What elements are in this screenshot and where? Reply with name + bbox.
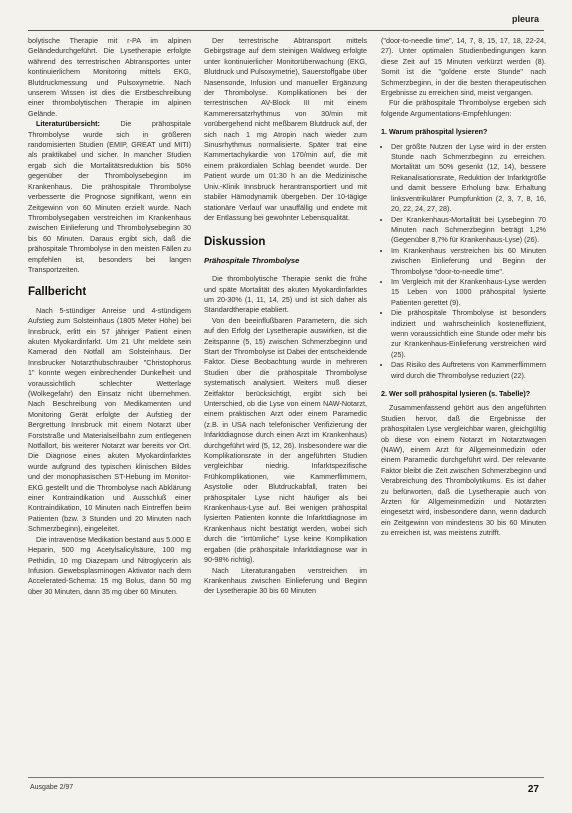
question-title-1: 1. Warum prähospital lysieren? [381,127,488,137]
paragraph: Nach Literaturangaben verstreichen im Krankenhaus zwischen Einlieferung und Beginn der Lysetherapie 30 bis 60 Minuten [204,565,367,596]
paragraph: Zusammenfassend gehört aus den angeführten Studien hervor, daß die Ergebnisse der prähospitalen Lyse vergleichbar waren, gleichgültig ob diese von einem Notarzt im Notarztwagen (NAW), einem Arzt für Allgemeinmedizin oder einem Paramedic durchgeführt wird. Der relevante Faktor bleibt die Zeit zwischen Schmerzbeginn und Verabreichung des Thrombolytikums. Es ist daher zu befürworten, daß die Lysetherapie auch von Ärzten für Allgemeinmedizin und Notärzten eingesetzt wird, insbesondere dann, wenn dadurch ein Zeitgewinn von mindestens 30 bis 60 Minuten zu erreichen ist, was meistens zutrifft. [381,403,546,538]
paragraph: Für die prähospitale Thrombolyse ergeben sich folgende Argumentations-Empfehlungen: [381,98,546,118]
page-number: 27 [527,784,539,795]
journal-section-tag: pleura [511,14,539,24]
paragraph: Nach 5-stündiger Anreise und 4-stündigem Aufstieg zum Solsteinhaus (1805 Meter Höhe) bei Innsbruck, erlitt ein 57 jähriger Patient einen akuten Myokardinfarkt. Um 21 Uhr meldete sein Kamerad den Notfall am Solsteinhaus. Der Innsbrucker Notarzthubschrauber "Christophorus 1" konnte wegen einbrechender Dunkelheit und voraussichtlich schlechter Wetterlage (Wolkegefahr) den Einsatz nicht übernehmen. Nach Beschreibung von Medikamenten und Monitoring Gerät erfolgte der Aufstieg der Bergrettung Innsbruck mit einem Notarzt über Forststraße und Materialseilbahn zum entlegenen Notfallort, bis weiterer Notarzt war bereits vor Ort. Die Diagnose eines akuten Myokardinfarktes wurde aufgrund des typischen klinischen Bildes und der monophasischen ST-Hebung im Monitor-EKG gestellt und die Thrombolyse nach Abklärung einer Kontraindikation und Ausschluß einer Kontraindikation, 10 Minuten nach Eintreffen beim Patienten (bzw. 3 Stunden und 20 Minuten nach Schmerzbeginn), eingeleitet. [28,305,191,534]
list-item: • Die prähospitale Thrombolyse ist besonders indiziert und wahrscheinlich kosteneffizient, wenn voraussichtlich eine Stunde oder mehr bis zur Krankenhaus-Einlieferung verstreichen wird (25). [391,308,546,360]
header-rule [28,30,544,31]
bullet-list [381,142,546,381]
paragraph: Von den beeinflußbaren Parametern, die sich auf den Erfolg der Lysetherapie auswirken, ist die Zeitspanne (5, 15) zwischen Schmerzbeginn und Start der Thrombolyse ist Dabei der entscheidende Faktor. Diese Beobachtung wurde in mehreren Studien über die prähospitale Thrombolyse systematisch analysiert. Weiters muß dieser Zeitfaktor berücksichtigt, ergibt sich bei Unterschied, ob die Lyse von einem NAW-Notarzt, einem praktischen Arzt oder einem Paramedic (z.B. in USA nach telefonischer Verifizierung der Infarktdiagnose durch einen Arzt im Krankenhaus) durchgeführt wird (5, 12, 26). Insbesondere war die Komplikationsrate in der angeführten Studien vergleichbar niedrig. Infarktspezifische Frühkomplikationen, wie Kammerflimmern, Asystolie oder Blutdruckabfall, traten bei prähospitaler Lyse nicht häufiger als bei Krankenhaus-Lyse auf. Bei wenigen prähospital lysierten Patienten konnte die Infarktdiagnose im Krankenhaus nicht bestätigt werden, wobei sich durch die "irrtümliche" Lyse keine Komplikation ergaben (die prähospitale Infarktdiagnose war in 90-98% richtig). [204,315,368,565]
literature-text: Die prähospitale Thrombolyse wurde sich in größeren randomisierten Studien (EMIP, GREAT und MITI) als praktikabel und sicher. In mancher Studien ergab sich die Mortalitätsreduktion bis 50% gegenüber der Thrombolysebeginn im Krankenhaus. Die prähospitale Thrombolyse verbesserte die Prognose signifikant, wenn ein Zeitgewinn von 60 Minuten erzielt wurde. Nach Thrombolysegaben verstreichen im Krankenhaus zwischen Einlieferung und Thrombolysebeginn 30 bis 60 Minuten. Daraus ergibt sich, daß die prähospitale Thrombolyse in den meisten Fällen zu empfehlen ist, besonders bei langen Transportzeiten. [28,119,191,274]
list-item: • Im Vergleich mit der Krankenhaus-Lyse werden 15 Leben von 1000 prähospital lysierte Patienten gerettet (9). [391,277,546,308]
list-item: • Im Krankenhaus verstreichen bis 60 Minuten zwischen Einlieferung und Beginn der Thrombolyse "door-to-needle time". [391,246,546,277]
footer-rule [28,777,544,778]
issue-label: Ausgabe 2/97 [30,784,74,791]
list-item: • Das Risiko des Auftretens von Kammerflimmern wird durch die Thrombolyse reduziert (22). [391,360,546,381]
literature-label: Literaturübersicht: [36,119,100,129]
list-item: • Der Krankenhaus-Mortalität bei Lysebeginn 70 Minuten nach Schmerzbeginn beträgt 1,2% (Gegenüber 8,7% für Krankenhaus-Lyse) (26). [391,215,546,246]
paragraph: Die thrombolytische Therapie senkt die frühe und späte Mortalität des akuten Myokardinfarktes um 20-30% (1, 11, 14, 25) und ist sich daher als Standardtherapie etabliert. [204,274,367,315]
section-title-diskussion: Diskussion [204,236,266,249]
question-title-2: 2. Wer soll prähospital lysieren (s. Tabelle)? [381,389,531,398]
paragraph: Der terrestrische Abtransport mittels Gebirgstrage auf dem steinigen Waldweg erfolgte unter kontinuierlicher Monitorüberwachung (EKG, Blutdruck und Pulsoxymetrie), Sauerstoffgabe über Nasensonde, Infusion und manueller Ergänzung der Thrombolyse. Komplikationen bei der terrestrischen AV-Block III mit einem Kammerersatzrhythmus von 30/min mit vorübergehend nicht meßbarem Blutdruck auf, der sich nach 1 mg Atropin nach wieder zum Sinusrhythmus normalisierte. Später trat eine Kammertachykardie von 170/min auf, die mit einem präkordialen Schlag beendet wurde. Der Patient wurde um 01:30 h an die Medizinische Univ.-Klinik Innsbruck herantransportiert und mit stabiler Hämodynamik übergeben. Der 10-tägige stationäre Verlauf war unauffällig und endete mit der Entlassung bei gewohnter Lebensqualität. [204,36,367,222]
column-2 [204,36,367,597]
paragraph: ("door-to-needle time", 14, 7, 8, 15, 17, 18, 22-24, 27). Unter optimalen Studienbedingungen kann diese Zeit auf 15 Minuten verkürzt werden (8). Somit ist die "goldene erste Stunde" nach Schmerzbeginn, in der die besten therapeutischen Ergebnisse zu erreichen sind, meist vergangen. [381,36,546,98]
paragraph: Die intravenöse Medikation bestand aus 5.000 E Heparin, 500 mg Acetylsalicylsäure, 100 mg Pethidin, 10 mg Diazepam und Nitroglycerin als Infusion. Gewebsplasminogen Aktivator nach dem Accelerated-Schema: 15 mg Bolus, dann 50 mg über 30 Minuten, dann 35 mg über 60 Minuten. [28,534,191,596]
subsection-title: Prähospitale Thrombolyse [204,255,300,265]
paragraph-literature [28,119,191,275]
section-title-fallbericht: Fallbericht [28,286,87,299]
paragraph: bolytische Therapie mit r-PA im alpinen Geländedurchgeführt. Die Lysetherapie erfolgte während des terrestrischen Abtransportes unter kontinuierlichem Monitoring mittels EKG, Blutdruckmessung und Pulsoxymetrie. Nach unserem Wissen ist dies die Erstbeschreibung einer thrombolytischen Therapie im alpinen Gelände. [28,36,191,118]
column-3 [381,36,546,539]
column-1 [28,36,191,597]
list-item: • Der größte Nutzen der Lyse wird in der ersten Stunde nach Schmerzbeginn zu erreichen. Mortalität um 50% gesenkt (12, 14), bessere Rekanalisationsrate, Reduktion der Infarktgröße und damit bessere Erholung bzw. Erhaltung linksventrikulärer Pumpfunktion (2, 3, 7, 8, 16, 20, 22, 24, 27, 28). [391,142,546,215]
